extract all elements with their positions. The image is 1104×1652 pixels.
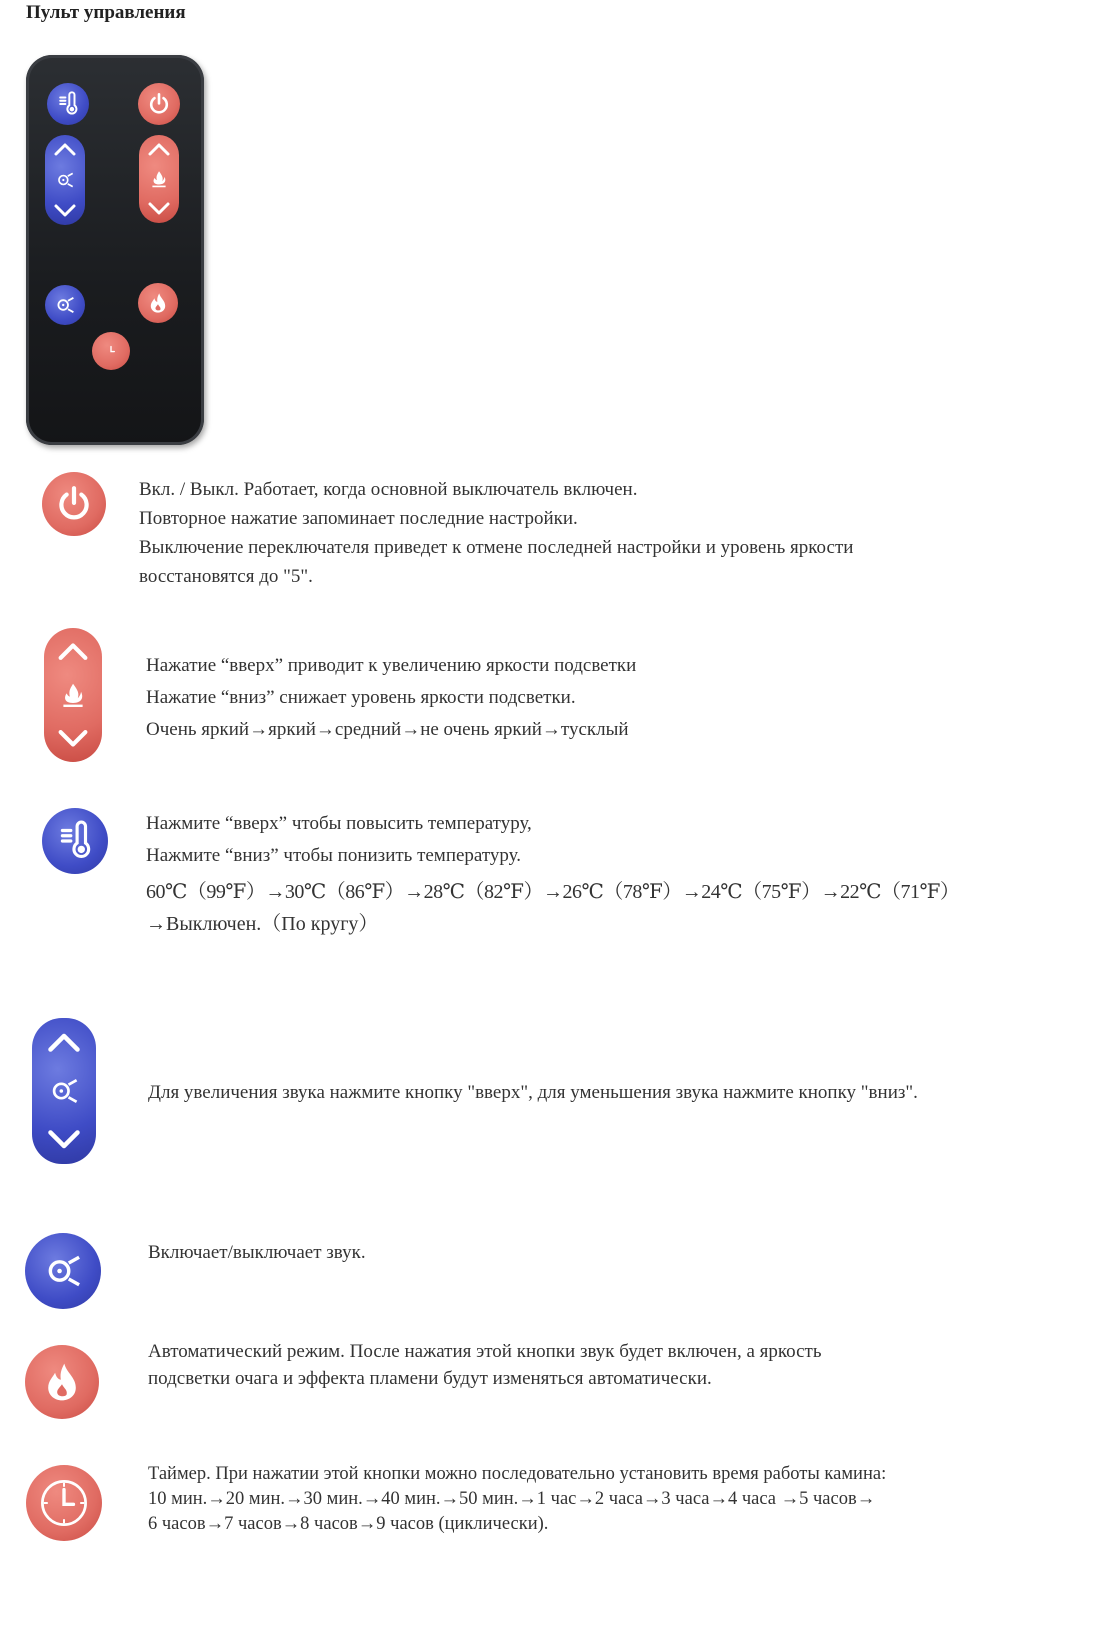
chevron-down-icon xyxy=(55,728,91,750)
chevron-up-icon[interactable] xyxy=(53,141,77,157)
speaker-icon xyxy=(53,293,77,317)
timer-description xyxy=(148,1462,886,1537)
speaker-icon xyxy=(46,1073,82,1109)
speaker-icon xyxy=(54,169,76,191)
brightness-rocker-icon xyxy=(44,628,102,762)
speaker-icon xyxy=(40,1248,86,1294)
volume-description xyxy=(148,1078,918,1107)
power-line: восстановятся до "5". xyxy=(139,566,313,587)
chevron-down-icon[interactable] xyxy=(53,203,77,219)
timer-button-icon xyxy=(26,1465,102,1541)
temperature-line: Нажмите “вниз” чтобы понизить температуру. xyxy=(146,845,522,866)
power-line: Вкл. / Выкл. Работает, когда основной выключатель включен. xyxy=(139,479,638,500)
temperature-description xyxy=(146,808,959,940)
auto-button-icon xyxy=(25,1345,99,1419)
timer-line: 10 мин.→20 мин.→30 мин.→40 мин.→50 мин.→1 час→2 часа→3 часа→4 часа →5 часов→ xyxy=(148,1489,876,1509)
temperature-line: 60℃（99℉）→30℃（86℉）→28℃（82℉）→26℃（78℉）→24℃（75℉）→22℃（71℉） xyxy=(146,881,960,903)
remote-brightness-rocker[interactable] xyxy=(139,135,179,223)
remote-volume-rocker[interactable] xyxy=(45,135,85,225)
timer-line: 6 часов→7 часов→8 часов→9 часов (циклически). xyxy=(148,1514,549,1534)
chevron-up-icon xyxy=(55,640,91,662)
sound-description xyxy=(148,1238,366,1267)
sound-button-icon xyxy=(25,1233,101,1309)
remote-control xyxy=(26,55,204,445)
fire-icon xyxy=(39,1359,85,1405)
thermometer-icon xyxy=(55,91,81,117)
clock-icon xyxy=(37,1476,91,1530)
remote-auto-button[interactable] xyxy=(138,283,178,323)
chevron-down-icon[interactable] xyxy=(147,201,171,217)
remote-sound-button[interactable] xyxy=(45,285,85,325)
chevron-up-icon xyxy=(44,1030,84,1054)
chevron-up-icon[interactable] xyxy=(147,141,171,157)
auto-line: Автоматический режим. После нажатия этой кнопки звук будет включен, а яркость xyxy=(148,1341,822,1362)
temperature-button-icon xyxy=(42,808,108,874)
remote-power-button[interactable] xyxy=(138,83,180,125)
power-icon xyxy=(53,483,95,525)
temperature-line: →Выключен.（По кругу） xyxy=(146,913,379,935)
brightness-line: Нажатие “вверх” приводит к увеличению яркости подсветки xyxy=(146,655,637,676)
fire-icon xyxy=(146,291,170,315)
power-icon xyxy=(146,91,172,117)
thermometer-icon xyxy=(54,820,96,862)
auto-line: подсветки очага и эффекта пламени будут изменяться автоматически. xyxy=(148,1368,712,1389)
power-line: Повторное нажатие запоминает последние настройки. xyxy=(139,508,578,529)
power-button-icon xyxy=(42,472,106,536)
clock-icon xyxy=(100,340,122,362)
remote-timer-button[interactable] xyxy=(92,332,130,370)
brightness-line: Очень яркий→яркий→средний→не очень яркий→тусклый xyxy=(146,719,629,740)
temperature-line: Нажмите “вверх” чтобы повысить температуру, xyxy=(146,813,532,834)
page-title: Пульт управления xyxy=(26,2,186,23)
timer-line: Таймер. При нажатии этой кнопки можно последовательно установить время работы камина: xyxy=(148,1464,887,1484)
volume-line: Для увеличения звука нажмите кнопку "вверх", для уменьшения звука нажмите кнопку "вниз". xyxy=(148,1082,918,1103)
chevron-down-icon xyxy=(44,1128,84,1152)
volume-rocker-icon xyxy=(32,1018,96,1164)
brightness-description xyxy=(146,650,636,746)
power-line: Выключение переключателя приведет к отмене последней настройки и уровень яркости xyxy=(139,537,854,558)
flame-icon xyxy=(148,168,170,190)
power-description xyxy=(139,475,853,591)
sound-line: Включает/выключает звук. xyxy=(148,1242,366,1263)
brightness-line: Нажатие “вниз” снижает уровень яркости подсветки. xyxy=(146,687,576,708)
auto-description xyxy=(148,1338,822,1392)
flame-icon xyxy=(57,679,89,711)
remote-temperature-button[interactable] xyxy=(47,83,89,125)
